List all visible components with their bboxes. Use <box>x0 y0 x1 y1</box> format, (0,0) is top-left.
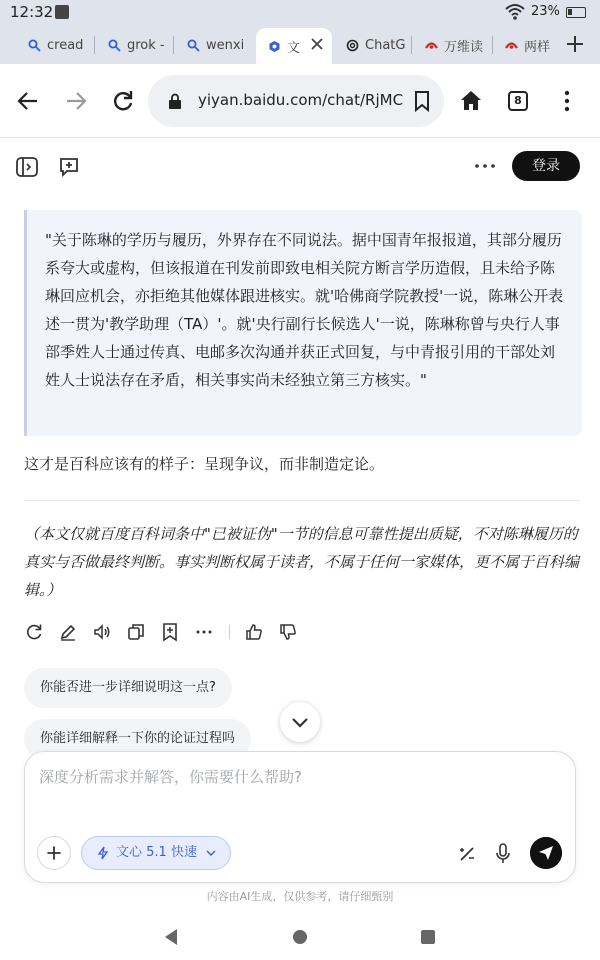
tab-title: 万维读 <box>444 39 484 55</box>
status-bar <box>0 0 600 26</box>
suggestion-chip[interactable]: 你能详细解释一下你的论证过程吗 <box>24 719 251 759</box>
address-bar[interactable] <box>148 75 444 127</box>
battery-percent: 23% <box>531 4 560 19</box>
forward-icon[interactable] <box>63 88 89 114</box>
model-selector[interactable] <box>81 836 231 870</box>
search-icon <box>28 39 41 52</box>
battery-icon <box>566 7 586 18</box>
tab-title: grok - <box>127 37 165 53</box>
tab-title: 两样 <box>524 39 551 55</box>
new-chat-icon[interactable] <box>58 156 80 178</box>
wifi-icon <box>505 3 525 21</box>
more-options-icon[interactable] <box>474 162 496 170</box>
tab-wenxin-active[interactable] <box>256 28 332 64</box>
wenxin-logo-icon <box>268 40 281 53</box>
tab-title: ChatG <box>365 37 406 53</box>
speaker-icon[interactable] <box>92 622 112 642</box>
new-tab-icon[interactable] <box>564 33 586 55</box>
disclaimer-text: （本文仅就百度百科词条中"已被证伪"一节的信息可靠性提出质疑，不对陈琳履历的真实与否做最终判断。事实判断权属于读者，不属于任何一家媒体，更不属于百科编辑。） <box>24 525 580 599</box>
lock-icon[interactable] <box>168 93 182 109</box>
tab-cread[interactable] <box>28 30 90 60</box>
microphone-icon[interactable] <box>495 843 511 865</box>
openai-logo-icon <box>346 39 359 52</box>
site-logo-icon <box>425 39 438 52</box>
notification-icon <box>55 5 69 19</box>
lightning-icon <box>96 846 110 860</box>
thumbs-up-icon[interactable] <box>244 622 264 642</box>
reload-icon[interactable] <box>110 88 136 114</box>
suggestion-chip[interactable]: 你能否进一步详细说明这一点? <box>24 668 232 708</box>
tab-liangyang[interactable] <box>505 30 553 60</box>
chat-input-box <box>24 751 576 883</box>
tab-grok[interactable] <box>108 30 170 60</box>
tab-strip <box>0 26 600 64</box>
tab-wenxin-search[interactable] <box>187 30 243 60</box>
more-actions-icon[interactable] <box>194 622 214 642</box>
message-actions <box>24 622 324 644</box>
sidebar-toggle-icon[interactable] <box>16 157 38 177</box>
tab-title: cread <box>47 37 84 53</box>
login-button[interactable]: 登录 <box>512 151 580 181</box>
back-icon[interactable] <box>15 88 41 114</box>
url-text[interactable]: yiyan.baidu.com/chat/RjMC <box>198 91 404 109</box>
tab-title: 文 <box>287 40 301 56</box>
summary-text: 这才是百科应该有的样子：呈现争议，而非制造定论。 <box>24 455 385 473</box>
model-label: 文心 5.1 快速 <box>116 845 197 860</box>
search-icon <box>187 39 200 52</box>
bookmark-icon[interactable] <box>414 90 430 112</box>
add-note-icon[interactable] <box>160 622 180 642</box>
copy-icon[interactable] <box>126 622 146 642</box>
status-time: 12:32 <box>10 3 54 21</box>
regenerate-icon[interactable] <box>24 622 44 642</box>
chevron-down-icon <box>206 850 216 857</box>
actions-divider <box>229 625 230 639</box>
chat-input[interactable]: 深度分析需求并解答，你需要什么帮助? <box>39 768 302 786</box>
close-tab-icon[interactable] <box>310 37 324 51</box>
ai-disclaimer-note: 内容由AI生成，仅供参考，请仔细甄别 <box>206 890 394 903</box>
home-icon[interactable] <box>458 88 484 114</box>
more-menu-icon[interactable] <box>554 88 580 114</box>
tab-wanwei[interactable] <box>425 30 485 60</box>
tab-title: wenxi <box>206 37 245 53</box>
app-header <box>0 138 600 194</box>
site-logo-icon <box>505 39 518 52</box>
tab-chatgpt[interactable] <box>346 30 406 60</box>
search-icon <box>108 39 121 52</box>
quote-text: "关于陈琳的学历与履历，外界存在不同说法。据中国青年报报道，其部分履历系夸大或虚构，但该报道在刊发前即致电相关院方断言学历造假，且未给予陈琳回应机会，亦拒绝其他媒体跟进核实。就'哈佛商学院教授'一说，陈琳公开表述一贯为'教学助理（TA）'。就'央行副行长候选人'一说，陈琳称曾与央行人事部季姓人士通过传真、电邮多次沟通并获正式回复，与中青报引用的干部处刘姓人士说法存在矛盾，相关事实尚未经独立第三方核实。" <box>45 231 564 389</box>
system-nav-bar <box>0 914 600 960</box>
thumbs-down-icon[interactable] <box>278 622 298 642</box>
send-button[interactable] <box>530 837 562 869</box>
nav-recents-icon[interactable] <box>420 929 436 945</box>
nav-back-icon[interactable] <box>163 928 179 946</box>
edit-icon[interactable] <box>58 622 78 642</box>
quote-block <box>24 210 582 436</box>
divider <box>24 500 580 501</box>
tab-count-button[interactable]: 8 <box>508 91 528 111</box>
nav-home-icon[interactable] <box>292 929 308 945</box>
format-toggle-icon[interactable] <box>458 845 476 863</box>
attach-button[interactable] <box>37 836 71 870</box>
scroll-down-button[interactable] <box>280 702 320 742</box>
